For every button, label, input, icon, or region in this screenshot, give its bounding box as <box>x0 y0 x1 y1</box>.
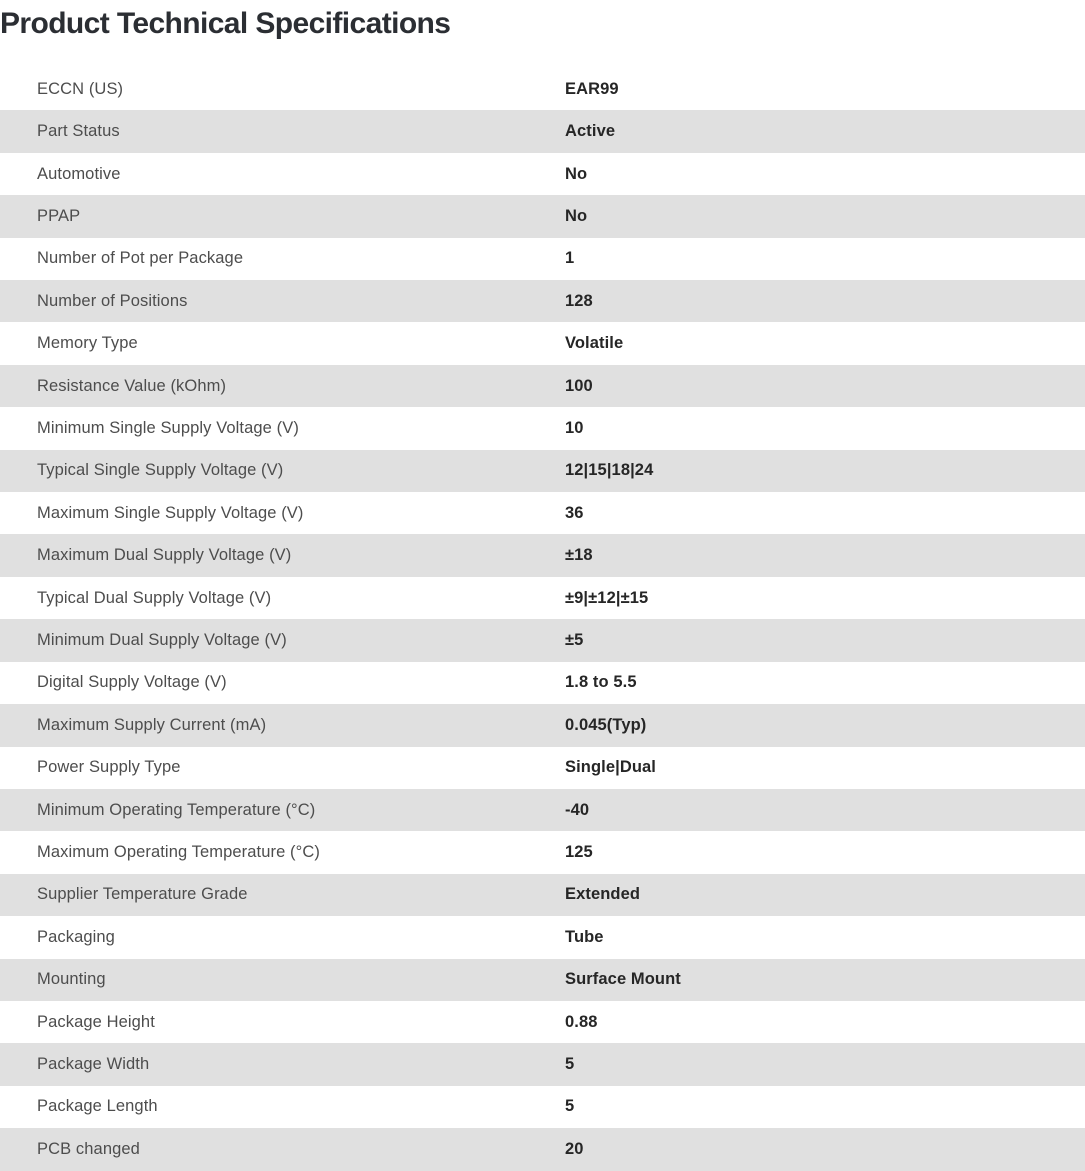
table-row <box>0 916 1085 958</box>
spec-label: Maximum Operating Temperature (°C) <box>37 843 320 862</box>
spec-value: Single|Dual <box>565 758 656 777</box>
spec-label: PPAP <box>37 206 81 225</box>
spec-value: EAR99 <box>565 79 619 98</box>
spec-label: Memory Type <box>37 334 138 353</box>
table-row <box>0 874 1085 916</box>
spec-value: -40 <box>565 800 590 819</box>
spec-value: Tube <box>565 927 604 946</box>
table-row <box>0 407 1085 449</box>
table-row <box>0 534 1085 576</box>
spec-value: 36 <box>565 503 584 522</box>
table-row <box>0 747 1085 789</box>
spec-label: Number of Positions <box>37 291 188 310</box>
table-row <box>0 662 1085 704</box>
spec-label: Mounting <box>37 970 106 989</box>
spec-value: 128 <box>565 291 593 310</box>
table-row <box>0 450 1085 492</box>
spec-label: Package Width <box>37 1055 150 1074</box>
table-row <box>0 1086 1085 1128</box>
spec-label: Package Length <box>37 1097 158 1116</box>
spec-value: No <box>565 206 588 225</box>
spec-value: 5 <box>565 1055 575 1074</box>
spec-label: Packaging <box>37 927 115 946</box>
spec-label: Minimum Operating Temperature (°C) <box>37 800 316 819</box>
spec-label: Typical Single Supply Voltage (V) <box>37 461 284 480</box>
table-row <box>0 831 1085 873</box>
spec-value: 5 <box>565 1097 575 1116</box>
spec-label: Resistance Value (kOhm) <box>37 376 227 395</box>
table-row <box>0 1001 1085 1043</box>
spec-value: Surface Mount <box>565 970 681 989</box>
spec-value: Extended <box>565 885 641 904</box>
spec-value: ±5 <box>565 630 584 649</box>
specifications-table <box>0 68 1085 1171</box>
spec-value: ±9|±12|±15 <box>565 588 649 607</box>
spec-label: Minimum Single Supply Voltage (V) <box>37 418 299 437</box>
page-title: Product Technical Specifications <box>0 7 451 40</box>
spec-label: Maximum Single Supply Voltage (V) <box>37 503 304 522</box>
spec-value: ±18 <box>565 546 593 565</box>
spec-label: Automotive <box>37 164 121 183</box>
spec-value: Volatile <box>565 334 624 353</box>
spec-label: Number of Pot per Package <box>37 249 244 268</box>
spec-value: 12|15|18|24 <box>565 461 654 480</box>
table-row <box>0 365 1085 407</box>
table-row <box>0 492 1085 534</box>
spec-value: 0.88 <box>565 1012 598 1031</box>
spec-value: 0.045(Typ) <box>565 715 647 734</box>
spec-label: Digital Supply Voltage (V) <box>37 673 227 692</box>
spec-value: Active <box>565 122 616 141</box>
spec-value: 1 <box>565 249 575 268</box>
table-row <box>0 153 1085 195</box>
spec-label: ECCN (US) <box>37 79 124 98</box>
spec-value: 1.8 to 5.5 <box>565 673 637 692</box>
spec-label: Part Status <box>37 122 120 141</box>
table-row <box>0 195 1085 237</box>
table-row <box>0 280 1085 322</box>
table-row <box>0 68 1085 110</box>
spec-value: 125 <box>565 843 593 862</box>
table-row <box>0 1128 1085 1170</box>
table-row <box>0 959 1085 1001</box>
spec-label: Power Supply Type <box>37 758 181 777</box>
spec-label: Typical Dual Supply Voltage (V) <box>37 588 272 607</box>
table-row <box>0 322 1085 364</box>
table-row <box>0 577 1085 619</box>
table-row <box>0 619 1085 661</box>
spec-value: 10 <box>565 418 584 437</box>
spec-label: Minimum Dual Supply Voltage (V) <box>37 630 287 649</box>
spec-label: Package Height <box>37 1012 155 1031</box>
spec-label: Maximum Supply Current (mA) <box>37 715 267 734</box>
table-row <box>0 238 1085 280</box>
table-row <box>0 110 1085 152</box>
spec-label: PCB changed <box>37 1139 140 1158</box>
spec-label: Maximum Dual Supply Voltage (V) <box>37 546 292 565</box>
spec-value: 20 <box>565 1139 584 1158</box>
table-row <box>0 704 1085 746</box>
spec-value: No <box>565 164 588 183</box>
table-row <box>0 789 1085 831</box>
table-row <box>0 1043 1085 1085</box>
spec-value: 100 <box>565 376 593 395</box>
spec-label: Supplier Temperature Grade <box>37 885 248 904</box>
